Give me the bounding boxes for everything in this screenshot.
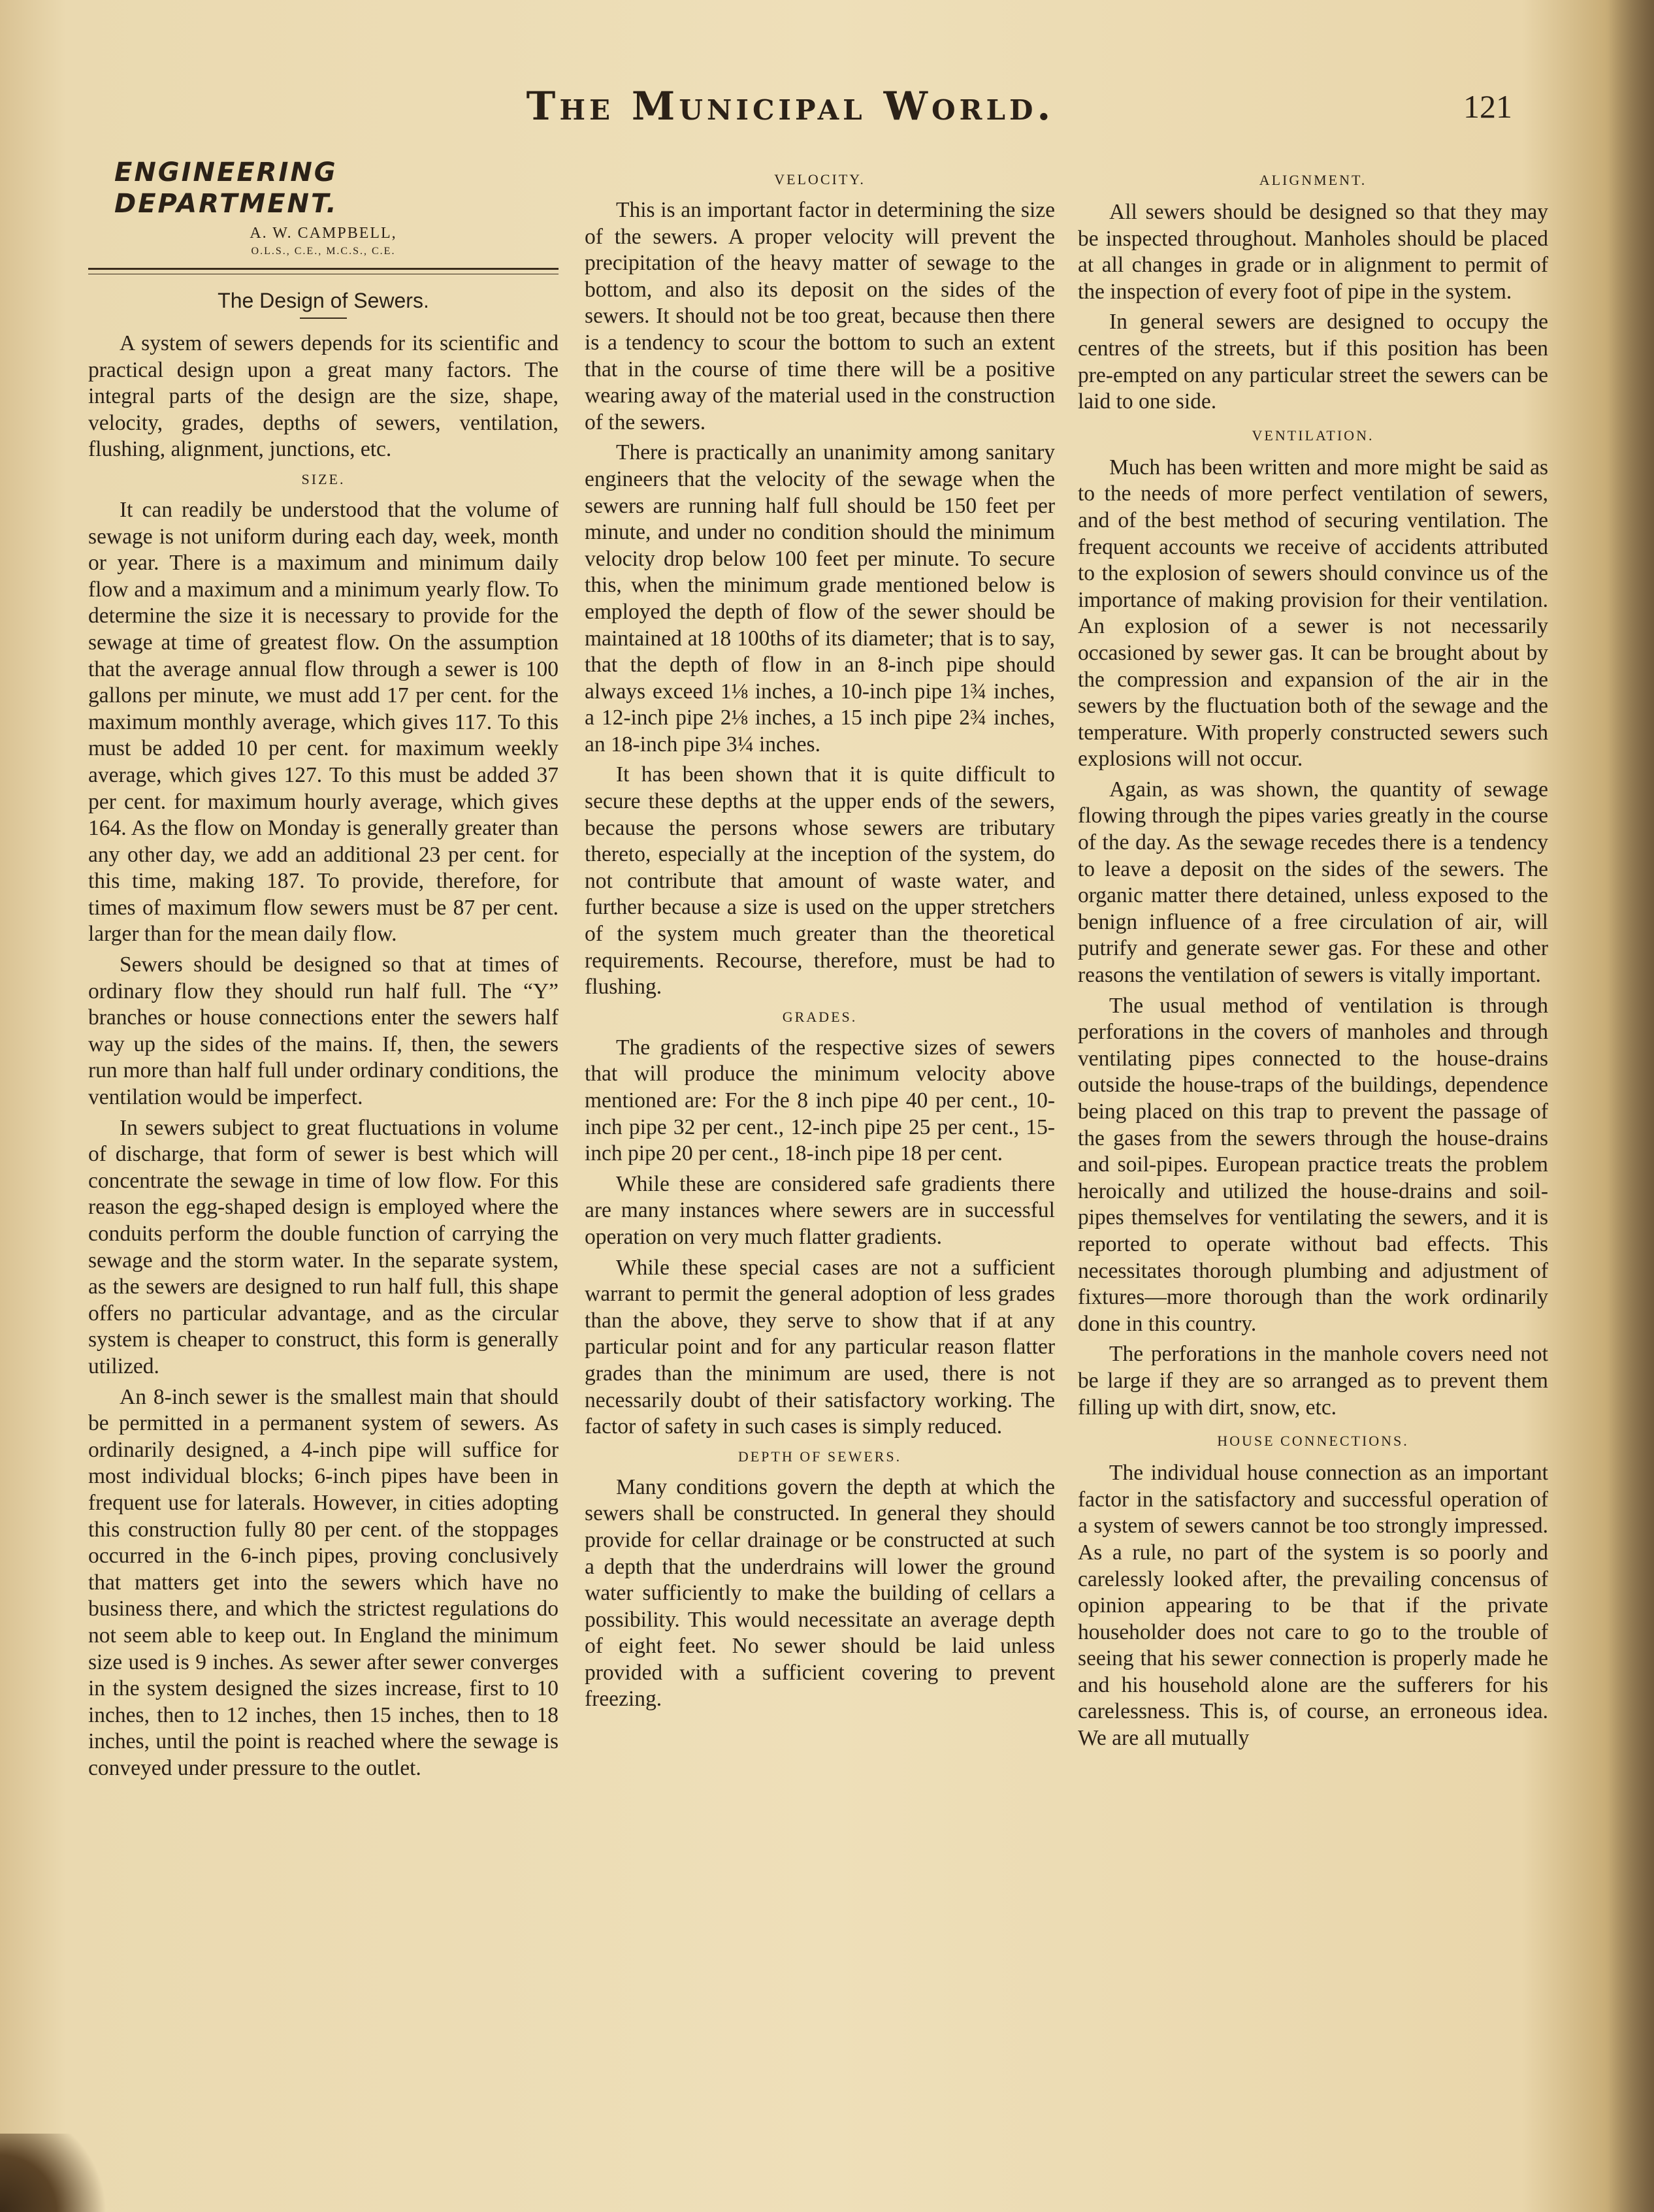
paragraph: An 8-inch sewer is the smallest main that should be permitted in a permanent system of sewers. As ordinarily designed, a 4-inch pipe will suffice for most individual blocks; 6-inch pipes have been in frequent use for laterals. However, in cities adopting this construction fully 80 per cent. of the stoppages occurred in the 6-inch pipes, proving conclusively that matters get into the sewers which have no business there, and which the strictest regulations do not seem able to keep out. In England the minimum size used is 9 inches. As sewer after sewer converges in the system designed the sizes increase, first to 10 inches, then to 12 inches, then 15 inches, then to 18 inches, until the point is reached where the sewage is conveyed under pressure to the outlet. (88, 1384, 559, 1780)
author-name: A. W. CAMPBELL, (250, 225, 397, 242)
running-head (0, 84, 1654, 136)
section-heading-size: SIZE. (301, 470, 346, 487)
section-heading-depth: DEPTH OF SEWERS. (738, 1448, 902, 1465)
department-heading: ENGINEERING DEPARTMENT. (114, 157, 338, 219)
paragraph: Sewers should be designed so that at times of ordinary flow they should run half full. The “Y” branches or house connections enter the sewers half way up the sides of the mains. If, then, the sewers run more than half full under ordinary conditions, the ventilation would be imperfect. (88, 952, 559, 1110)
journal-title: The Municipal World. (526, 84, 1055, 129)
paragraph: Again, as was shown, the quantity of sewage flowing through the pipes varies greatly in the course of the day. As the sewage recedes there is a tendency to leave a deposit on the sides of the sewers. The organic matter there detained, unless exposed to the benign influence of a free circulation of air, will putrify and generate sewer gas. For these and other reasons the ventilation of sewers is vitally important. (1078, 777, 1548, 988)
paragraph: Much has been written and more might be said as to the needs of more perfect ventilation of sewers, and of the best method of securing ventilation. The frequent accounts we receive of accidents attributed to the explosion of sewers should convince us of the importance of making provision for their ventilation. An explosion of a sewer is not necessarily occasioned by sewer gas. It can be brought about by the compression and expansion of the air in the sewers by the fluctuation both of the sewage and the temperature. With properly constructed sewers such explosions will not occur. (1078, 455, 1548, 772)
paragraph: All sewers should be designed so that they may be inspected throughout. Manholes should be placed at all changes in grade or in alignment to permit of the inspection of every foot of pipe in the system. (1078, 200, 1548, 304)
section-heading-house-connections: HOUSE CONNECTIONS. (1217, 1433, 1409, 1450)
paragraph: There is practically an unanimity among sanitary engineers that the velocity of the sewage when the sewers are running half full should be 150 feet per minute, and under no condition should the minimum velocity drop below 100 feet per minute. To secure this, when the minimum grade mentioned below is employed the depth of flow of the sewer should be maintained at 18 100ths of its diameter; that is to say, that the depth of flow in an 8-inch pipe should always exceed 1⅛ inches, a 10-inch pipe 1¾ inches, a 12-inch pipe 2⅛ inches, a 15 inch pipe 2¾ inches, an 18-inch pipe 3¼ inches. (585, 440, 1055, 756)
paragraph: The usual method of ventilation is through perforations in the covers of manholes and through ventilating pipes connected to the house-drains outside the house-traps of the buildings, dependence being placed on this trap to prevent the passage of the gases from the sewers through the house-drains and soil-pipes. European practice treats the problem heroically and utilized the house-drains and soil-pipes themselves for ventilating the sewers, and it is reported to operate without bad effects. This necessitates thorough plumbing and adjustment of fixtures—more thorough than the work ordinarily done in this country. (1078, 993, 1548, 1336)
column-3 (1078, 160, 1548, 1752)
page-number: 121 (1463, 88, 1512, 125)
paragraph: The gradients of the respective sizes of sewers that will produce the minimum velocity above mentioned are: For the 8 inch pipe 40 per cent., 10-inch pipe 32 per cent., 12-inch pipe 25 per cent., 15-inch pipe 20 per cent., 18-inch pipe 18 per cent. (585, 1035, 1055, 1166)
section-heading-alignment: ALIGNMENT. (1259, 172, 1367, 188)
title-rule (300, 317, 347, 319)
double-rule-divider (88, 268, 559, 274)
paragraph: While these are considered safe gradients there are many instances where sewers are in successful operation on very much flatter gradients. (585, 1171, 1055, 1249)
column-2 (585, 163, 1055, 1713)
article-title: The Design of Sewers. (218, 289, 429, 312)
paragraph: The individual house connection as an important factor in the satisfactory and successful operation of a system of sewers cannot be too strongly impressed. As a rule, no part of the system is so poorly and carelessly looked after, the prevailing concensus of opinion appearing to be that if the private householder does not care to go to the trouble of seeing that his sewer connection is properly made he and his household alone are the sufferers for his carelessness. This is, of course, an erroneous idea. We are all mutually (1078, 1461, 1548, 1751)
paragraph: It has been shown that it is quite difficult to secure these depths at the upper ends of the sewers, because the persons whose sewers are tributary thereto, especially at the inception of the system, do not contribute that amount of waste water, and further because a size is used on the upper stretchers of the system much greater than the theoretical requirements. Recourse, therefore, must be had to flushing. (585, 762, 1055, 1000)
section-heading-velocity: VELOCITY. (774, 171, 866, 187)
paragraph: This is an important factor in determining the size of the sewers. A proper velocity will prevent the precipitation of the heavy matter of sewage to the bottom, and also its deposit on the sides of the sewers. It should not be too great, because then there is a tendency to scour the bottom to such an extent that in the course of time there will be a positive wearing away of the material used in the construction of the sewers. (585, 198, 1055, 434)
paragraph: While these special cases are not a sufficient warrant to permit the general adoption of less grades than the above, they serve to show that if at any particular point and for any particular reason flatter grades than the minimum are used, there is not necessarily doubt of their satisfactory working. The factor of safety in such cases is simply reduced. (585, 1255, 1055, 1439)
author-credentials: O.L.S., C.E., M.C.S., C.E. (251, 246, 396, 257)
column-1 (88, 157, 559, 1781)
paragraph: In sewers subject to great fluctuations in volume of discharge, that form of sewer is best which will concentrate the sewage in time of low flow. For this reason the egg-shaped design is employed where the conduits perform the double function of carrying the sewage and the storm water. In the separate system, as the sewers are designed to run half full, this shape offers no particular advantage, and as the circular system is cheaper to construct, this form is generally utilized. (88, 1115, 559, 1378)
section-heading-ventilation: VENTILATION. (1252, 427, 1374, 444)
paragraph: The perforations in the manhole covers need not be large if they are so arranged as to prevent them filling up with dirt, snow, etc. (1078, 1342, 1548, 1420)
paragraph: In general sewers are designed to occupy the centres of the streets, but if this position has been pre-empted on any particular street the sewers can be laid to one side. (1078, 310, 1548, 414)
page-corner-shadow (0, 2134, 118, 2212)
section-heading-grades: GRADES. (782, 1008, 858, 1025)
intro-paragraph: A system of sewers depends for its scientific and practical design upon a great many factors. The integral parts of the design are the size, shape, velocity, grades, depths of sewers, ventilation, flushing, alignment, junctions, etc. (88, 331, 559, 462)
book-spine-shadow (1608, 0, 1654, 2212)
paragraph: Many conditions govern the depth at which the sewers shall be constructed. In general they should provide for cellar drainage or be constructed at such a depth that the underdrains will lower the ground water sufficiently to make the building of cellars a possibility. This would necessitate an average depth of eight feet. No sewer should be laid unless provided with a sufficient covering to prevent freezing. (585, 1474, 1055, 1712)
paragraph: It can readily be understood that the volume of sewage is not uniform during each day, week, month or year. There is a maximum and minimum daily flow and a maximum and a minimum yearly flow. To determine the size it is necessary to provide for the sewage at time of greatest flow. On the assumption that the average annual flow through a sewer is 100 gallons per minute, we must add 17 per cent. for the maximum monthly average, which gives 117. To this must be added 10 per cent. for maximum weekly average, which gives 127. To this must be added 37 per cent. for maximum hourly average, which gives 164. As the flow on Monday is generally greater than any other day, we add an additional 23 per cent. for this time, making 187. To provide, therefore, for times of maximum flow sewers must be 87 per cent. larger than for the mean daily flow. (88, 497, 559, 947)
